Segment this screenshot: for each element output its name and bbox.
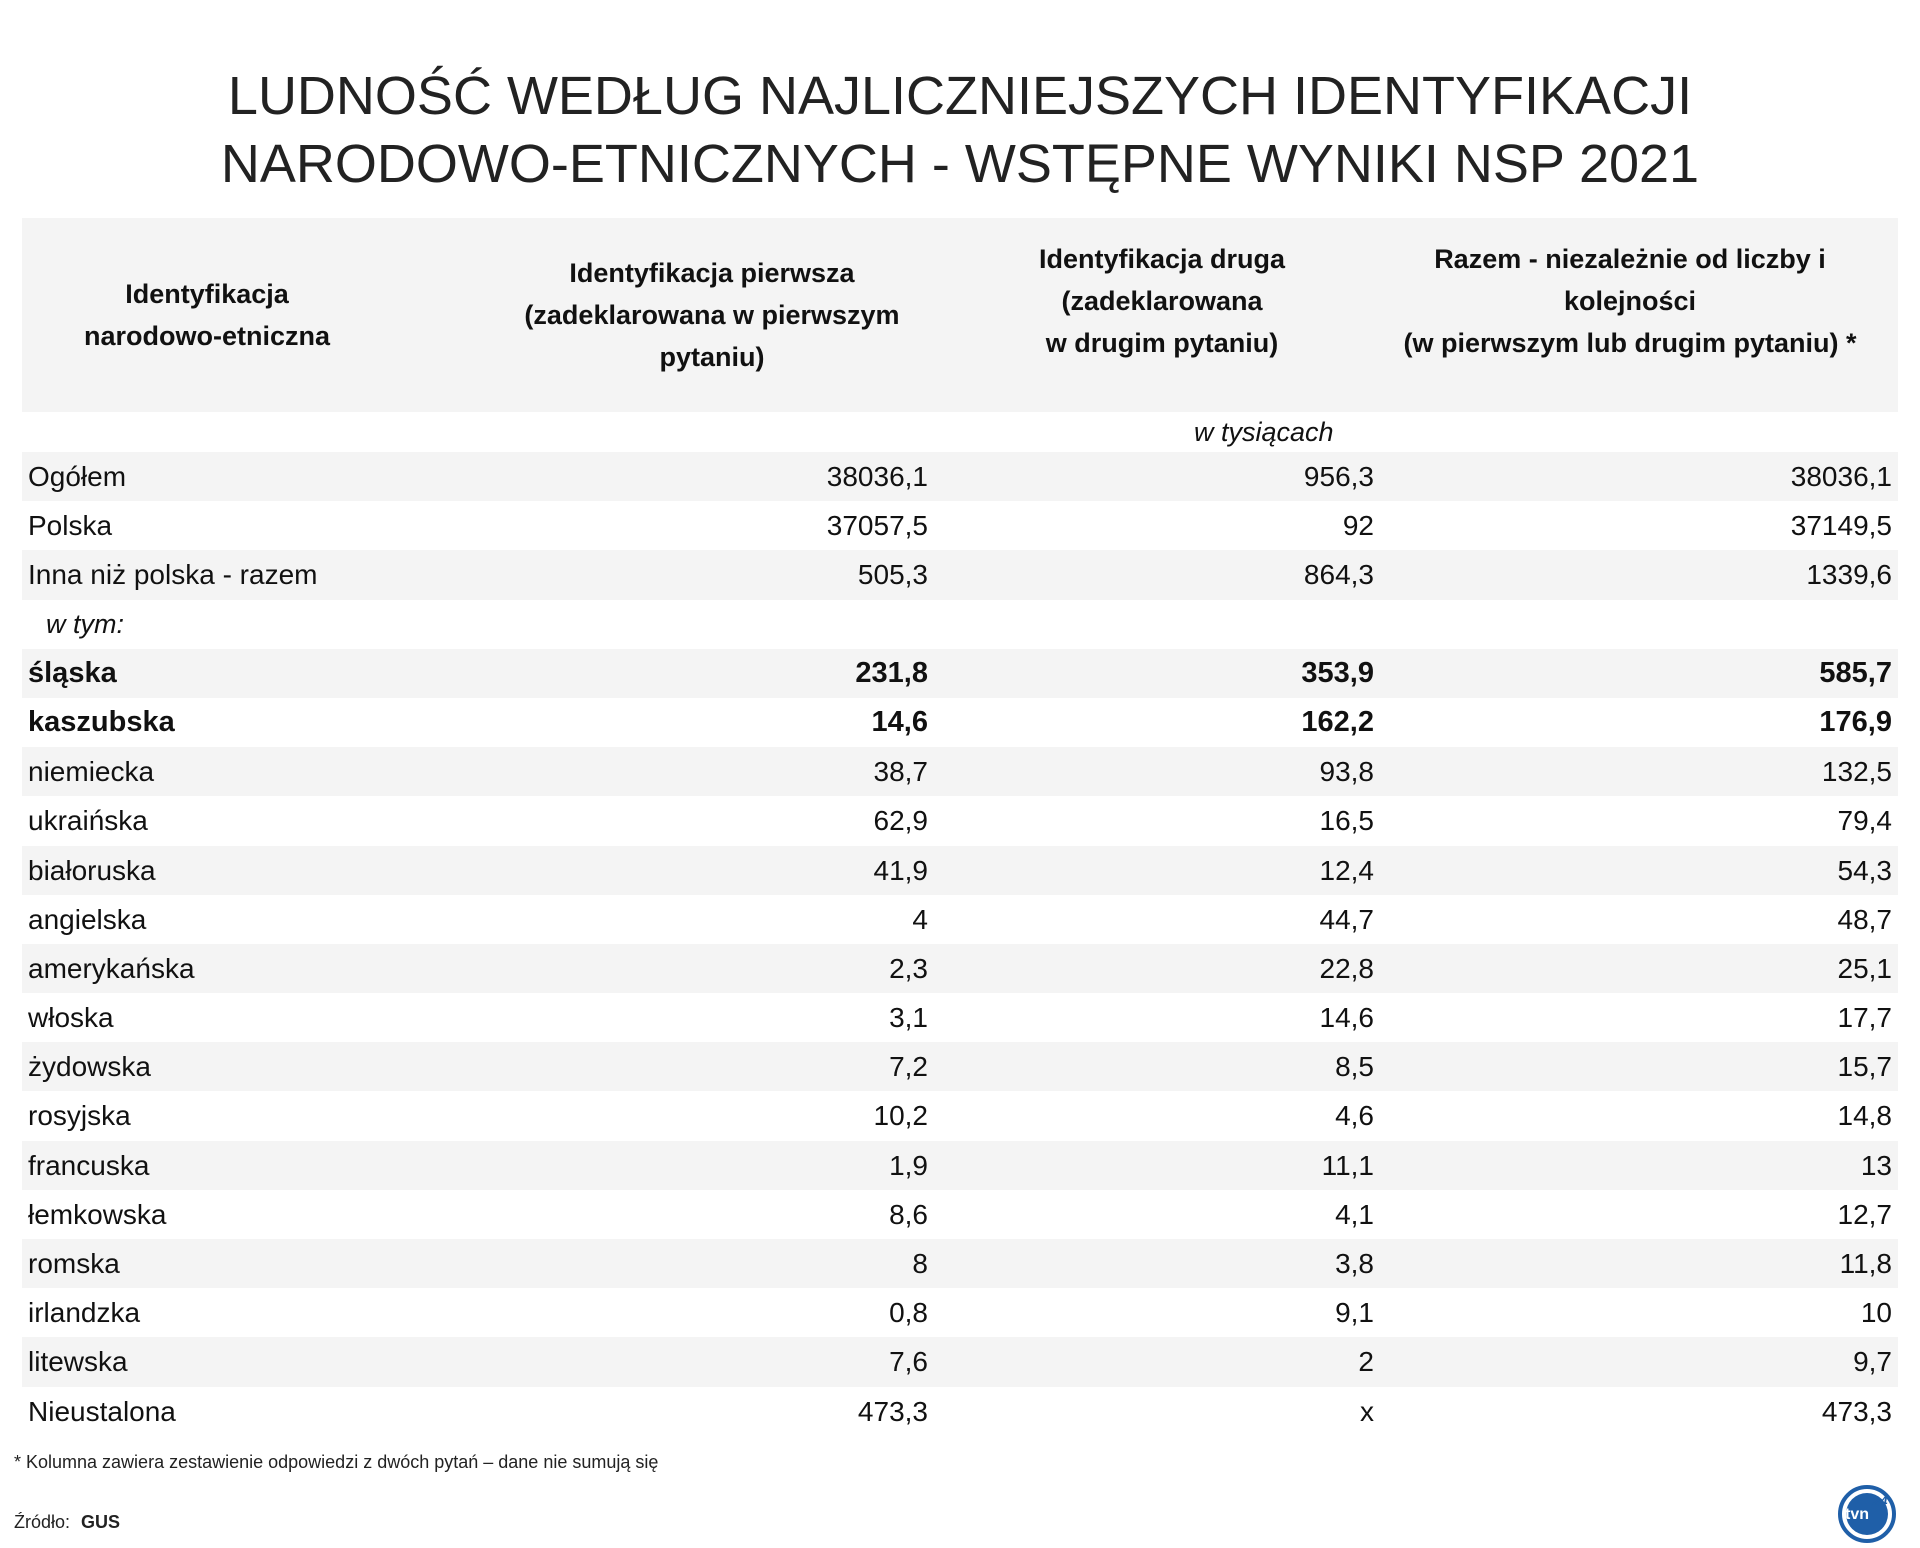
table-row (22, 846, 1898, 895)
source (14, 1512, 120, 1533)
cell-second: 2 (1358, 1346, 1374, 1378)
cell-second: 93,8 (1319, 756, 1374, 788)
header-col3-line3: (w pierwszym lub drugim pytaniu) * (1403, 328, 1857, 358)
cell-total: 15,7 (1837, 1051, 1892, 1083)
row-label: litewska (28, 1346, 128, 1378)
cell-first: 37057,5 (826, 510, 928, 542)
cell-first: 473,3 (857, 1395, 928, 1427)
cell-second: 3,8 (1335, 1248, 1374, 1279)
source-label: Źródło: (14, 1512, 71, 1532)
cell-second: 22,8 (1319, 952, 1374, 984)
cell-total: 79,4 (1837, 805, 1892, 837)
cell-second: 4,1 (1335, 1198, 1374, 1230)
cell-first: 8,6 (889, 1198, 928, 1230)
cell-second: 4,6 (1335, 1100, 1374, 1132)
row-label: śląska (28, 656, 117, 689)
cell-first: 14,6 (871, 705, 928, 738)
table-row (22, 1091, 1898, 1140)
cell-second: 956,3 (1303, 461, 1374, 492)
row-label: Polska (28, 510, 113, 542)
table-row (22, 747, 1898, 796)
table-row (22, 550, 1898, 599)
chart-title (0, 62, 1920, 198)
cell-total: 17,7 (1837, 1002, 1892, 1034)
row-label: Ogółem (28, 461, 127, 492)
table-header (22, 218, 1898, 412)
cell-total: 54,3 (1837, 854, 1892, 886)
header-col0-line2: narodowo-etniczna (83, 321, 330, 351)
header-col2-line3: w drugim pytaniu) (1045, 328, 1279, 358)
cell-total: 585,7 (1819, 656, 1892, 689)
cell-total: 14,8 (1837, 1100, 1892, 1132)
cell-first: 7,2 (889, 1051, 928, 1083)
logo-text-24: 24 (1872, 1493, 1888, 1509)
cell-second: 8,5 (1335, 1051, 1374, 1083)
cell-total: 13 (1860, 1149, 1892, 1181)
cell-second: 14,6 (1319, 1002, 1374, 1034)
cell-first: 7,6 (889, 1346, 928, 1378)
header-col1-line1: Identyfikacja pierwsza (569, 258, 855, 288)
source-value: GUS (81, 1512, 121, 1532)
cell-total: 11,8 (1839, 1248, 1892, 1279)
table-row (22, 1288, 1898, 1337)
table-row (22, 1190, 1898, 1239)
table-row (22, 501, 1898, 550)
row-label: włoska (28, 1002, 114, 1034)
tvn24-logo (1836, 1484, 1898, 1544)
cell-first: 3,1 (889, 1002, 928, 1034)
cell-first: 231,8 (855, 656, 928, 689)
cell-total: 10 (1860, 1297, 1892, 1329)
table-row (22, 1141, 1898, 1190)
cell-total: 37149,5 (1790, 510, 1892, 542)
cell-second: 92 (1342, 510, 1374, 542)
cell-second: 864,3 (1303, 559, 1374, 591)
row-label: angielska (28, 903, 147, 935)
chart-title-line2: NARODOWO-ETNICZNYCH - WSTĘPNE WYNIKI NSP 2021 (220, 134, 1700, 194)
table-body (22, 452, 1898, 1436)
cell-total: 9,7 (1853, 1346, 1892, 1378)
row-label: ukraińska (28, 805, 148, 837)
row-label: żydowska (28, 1051, 151, 1083)
cell-total: 132,5 (1821, 756, 1892, 788)
cell-second: 12,4 (1319, 854, 1374, 886)
cell-first: 2,3 (889, 952, 928, 984)
cell-total: 25,1 (1837, 952, 1892, 984)
cell-first: 0,8 (889, 1297, 928, 1329)
row-label: francuska (28, 1149, 150, 1181)
table-row (22, 944, 1898, 993)
row-label: amerykańska (28, 952, 195, 984)
cell-first: 41,9 (873, 854, 928, 886)
header-col1-line2: (zadeklarowana w pierwszym (524, 300, 900, 330)
row-label: romska (28, 1248, 120, 1279)
cell-second: 353,9 (1301, 656, 1374, 689)
cell-total: 473,3 (1821, 1395, 1892, 1427)
header-col2-line1: Identyfikacja druga (1038, 244, 1286, 274)
header-col2-line2: (zadeklarowana (1061, 286, 1263, 316)
unit-row (22, 412, 1898, 452)
cell-second: 9,1 (1335, 1297, 1374, 1329)
cell-second: 162,2 (1301, 705, 1374, 738)
footnote: * Kolumna zawiera zestawienie odpowiedzi z dwóch pytań – dane nie sumują się (14, 1452, 659, 1472)
row-label: Inna niż polska - razem (28, 559, 318, 591)
header-col3-line2: kolejności (1563, 286, 1697, 316)
table-row (22, 1387, 1898, 1436)
row-label: rosyjska (28, 1100, 131, 1132)
cell-first: 38,7 (873, 756, 928, 788)
table-row (22, 452, 1898, 501)
row-label: łemkowska (28, 1198, 167, 1230)
cell-second: 44,7 (1319, 903, 1374, 935)
table-row (22, 698, 1898, 747)
row-label: niemiecka (28, 756, 155, 788)
table-row (22, 649, 1898, 698)
header-col0-line1: Identyfikacja (125, 279, 289, 309)
row-label: kaszubska (28, 705, 175, 738)
cell-second: 16,5 (1319, 805, 1374, 837)
cell-total: 38036,1 (1790, 461, 1892, 492)
cell-second: 11,1 (1321, 1149, 1374, 1181)
cell-total: 1339,6 (1806, 559, 1892, 591)
cell-first: 4 (912, 903, 928, 935)
row-label: białoruska (28, 854, 156, 886)
table-row (22, 895, 1898, 944)
cell-first: 10,2 (873, 1100, 928, 1132)
unit-label: w tysiącach (1194, 417, 1334, 447)
cell-total: 12,7 (1837, 1198, 1892, 1230)
cell-first: 8 (912, 1248, 928, 1279)
row-label: w tym: (46, 608, 124, 639)
cell-second: x (1360, 1395, 1374, 1427)
cell-first: 1,9 (889, 1149, 928, 1181)
table-row (22, 1239, 1898, 1288)
header-col-total (1362, 204, 1898, 398)
header-col3-line1: Razem - niezależnie od liczby i (1434, 244, 1826, 274)
cell-first: 505,3 (857, 559, 928, 591)
header-col-identification (22, 218, 392, 412)
cell-total: 176,9 (1819, 705, 1892, 738)
header-col-second (952, 204, 1372, 398)
header-col-first (422, 218, 1002, 412)
row-label: irlandzka (28, 1297, 141, 1329)
table-row (22, 1337, 1898, 1386)
cell-first: 38036,1 (826, 461, 928, 492)
table-row (22, 1042, 1898, 1091)
logo-text-tvn: tvn (1845, 1506, 1869, 1523)
chart-title-line1: LUDNOŚĆ WEDŁUG NAJLICZNIEJSZYCH IDENTYFIKACJI (227, 66, 1693, 126)
table-row (22, 600, 1898, 649)
cell-first: 62,9 (873, 805, 928, 837)
table-row (22, 993, 1898, 1042)
cell-total: 48,7 (1837, 903, 1892, 935)
data-table (22, 218, 1898, 1436)
table-row (22, 796, 1898, 845)
header-col1-line3: pytaniu) (659, 342, 765, 372)
row-label: Nieustalona (28, 1395, 176, 1427)
